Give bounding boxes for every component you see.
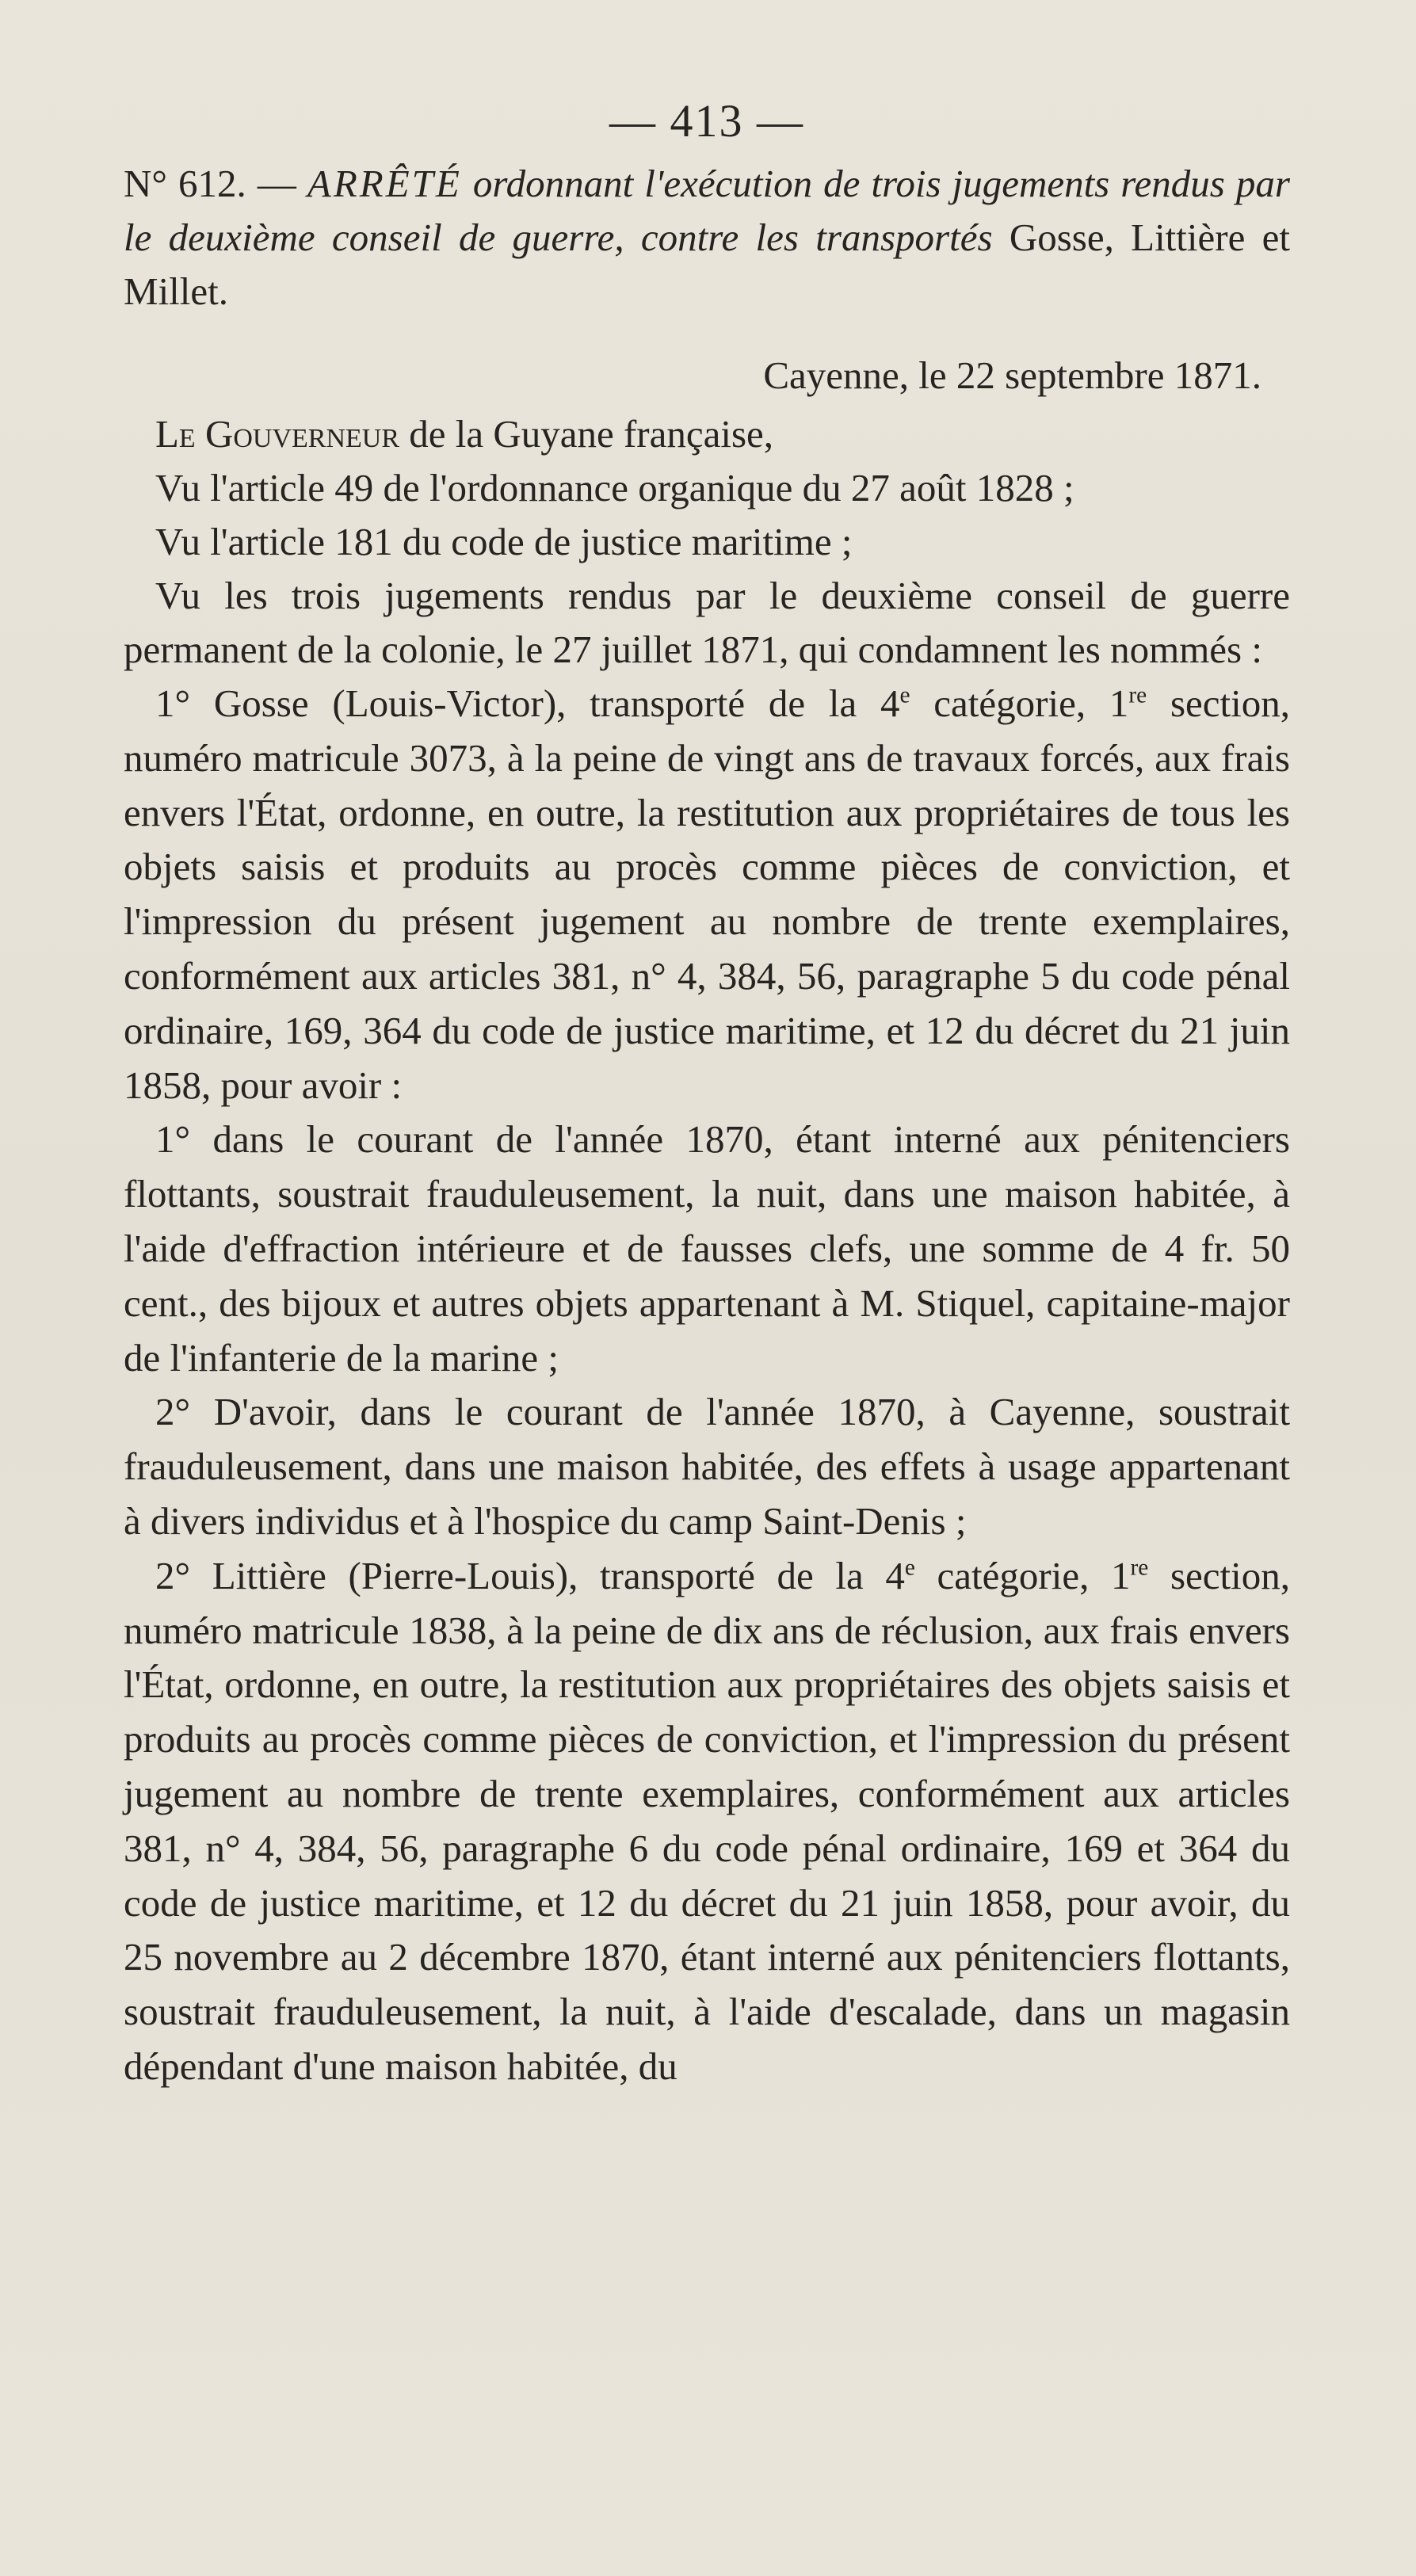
para-text: section, numéro matricule 3073, à la peine de vingt ans de travaux forcés, aux frais envers l'État, ordonne, en outre, la restitution aux propriétaires de tous les objets saisis et produits au procès comme pièces de conviction, et l'impression du présent jugement au nombre de trente exemplaires, conformément aux articles 381, n° 4, 384, 56, paragraphe 5 du code pénal ordinaire, 169, 364 du code de justice maritime, et 12 du décret du 21 juin 1858, pour avoir : xyxy=(124,681,1291,1107)
charge-one: 1° dans le courant de l'année 1870, étant interné aux pénitenciers flottants, soustrait frauduleusement, la nuit, dans une maison habitée, à l'aide d'effraction intérieure et de fausses clefs, une somme de 4 fr. 50 cent., des bijoux et autres objets appartenant à M. Stiquel, capitaine-major de l'infanterie de la marine ; xyxy=(124,1117,1290,1380)
para-text: 2° Littière (Pierre-Louis), transporté de la 4 xyxy=(155,1553,905,1597)
governor-rest: de la Guyane française, xyxy=(399,412,774,456)
text-column xyxy=(124,93,1290,2094)
place-date: Cayenne, le 22 septembre 1871. xyxy=(763,353,1261,397)
para-text: catégorie, 1 xyxy=(914,1553,1131,1597)
decree-names: Gosse, Littière et Millet. xyxy=(124,216,1290,313)
charge-two: 2° D'avoir, dans le courant de l'année 1870, à Cayenne, soustrait frauduleusement, dans une maison habitée, des effets à usage appartenant à divers individus et à l'hospice du camp Saint-Denis ; xyxy=(124,1390,1290,1543)
heading-separator: — xyxy=(246,162,307,205)
ordinal-sup: e xyxy=(899,682,910,708)
vu-line: Vu l'article 49 de l'ordonnance organique du 27 août 1828 ; xyxy=(155,466,1074,509)
vu-line: Vu les trois jugements rendus par le deuxième conseil de guerre permanent de la colonie, le 27 juillet 1871, qui condamnent les nommés : xyxy=(124,574,1290,671)
decree-number: N° 612. xyxy=(124,162,246,205)
ordinal-sup: re xyxy=(1130,1555,1149,1581)
sentence-littiere xyxy=(124,1549,1290,2094)
sentence-gosse xyxy=(124,677,1290,1112)
governor-line xyxy=(124,407,1290,461)
decree-title: ARRÊTÉ xyxy=(307,162,462,205)
para-text: 1° Gosse (Louis-Victor), transporté de la 4 xyxy=(155,681,900,725)
ordinal-sup: re xyxy=(1128,682,1147,708)
para-text: catégorie, 1 xyxy=(910,681,1129,725)
decree-heading xyxy=(124,157,1290,319)
vu-line: Vu l'article 181 du code de justice maritime ; xyxy=(155,520,853,563)
ordinal-sup: e xyxy=(904,1555,915,1581)
governor-title: Le Gouverneur xyxy=(155,412,399,456)
page-number-header: — 413 — xyxy=(609,95,804,147)
decree-subject: ordonnant l'exécution de trois jugements rendus par le deuxième conseil de guerre, contre les transportés xyxy=(124,162,1291,259)
para-text: section, numéro matricule 1838, à la peine de dix ans de réclusion, aux frais envers l'État, ordonne, en outre, la restitution aux propriétaires des objets saisis et produits au procès comme pièces de conviction, et l'impression du présent jugement au nombre de trente exemplaires, conformément aux articles 381, n° 4, 384, 56, paragraphe 6 du code pénal ordinaire, 169 et 364 du code de justice maritime, et 12 du décret du 21 juin 1858, pour avoir, du 25 novembre au 2 décembre 1870, étant interné aux pénitenciers flottants, soustrait frauduleusement, la nuit, à l'aide d'escalade, dans un magasin dépendant d'une maison habitée, du xyxy=(124,1553,1290,2088)
